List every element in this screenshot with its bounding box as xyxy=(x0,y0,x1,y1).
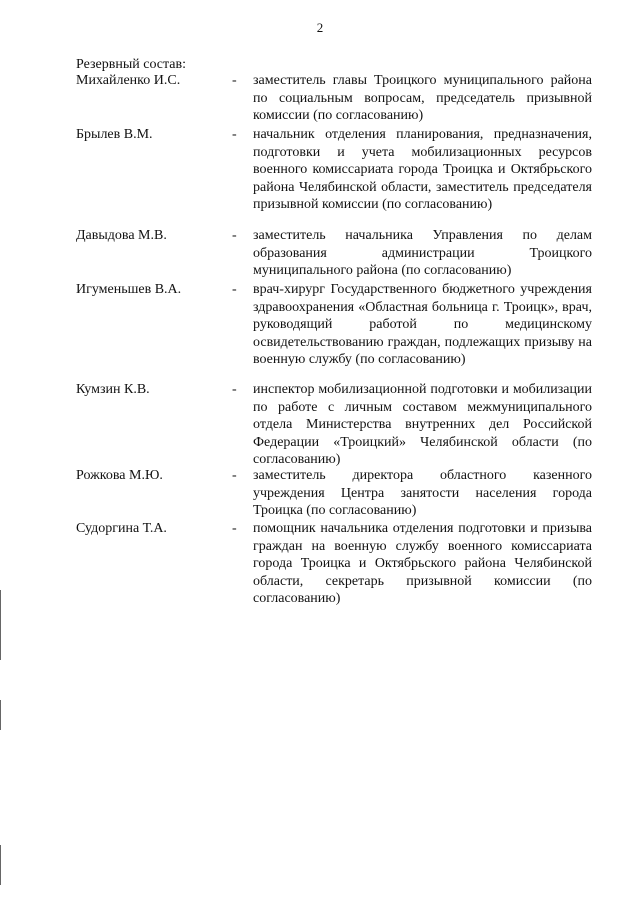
member-name: Брылев В.М. xyxy=(76,127,153,142)
member-name: Давыдова М.В. xyxy=(76,228,167,243)
member-role: инспектор мобилизационной подготовки и мобилизации по работе с личным составом межмуниципального отдела Министерства внутренних дел Российской Федерации «Троицкий» Челябинской области (по согласованию) xyxy=(253,382,592,468)
member-role: начальник отделения планирования, предназначения, подготовки и учета мобилизационных ресурсов военного комиссариата города Троицка и Октябрьского района Челябинской области, заместитель председателя призывной комиссии (по согласованию) xyxy=(253,127,592,213)
dash-separator: - xyxy=(232,73,237,88)
dash-separator: - xyxy=(232,282,237,297)
dash-separator: - xyxy=(232,521,237,536)
dash-separator: - xyxy=(232,468,237,483)
dash-separator: - xyxy=(232,382,237,397)
member-role: заместитель главы Троицкого муниципального района по социальным вопросам, председатель призывной комиссии (по согласованию) xyxy=(253,73,592,124)
dash-separator: - xyxy=(232,127,237,142)
member-role: заместитель директора областного казенного учреждения Центра занятости населения города Троицка (по согласованию) xyxy=(253,468,592,519)
member-name: Кумзин К.В. xyxy=(76,382,150,397)
member-role: помощник начальника отделения подготовки и призыва граждан на военную службу военного комиссариата города Троицка и Октябрьского района Челябинской области, секретарь призывной комиссии (по согласованию) xyxy=(253,521,592,607)
page-number: 2 xyxy=(316,20,324,35)
member-name: Михайленко И.С. xyxy=(76,73,181,88)
member-name: Судоргина Т.А. xyxy=(76,521,167,536)
scan-edge-mark xyxy=(0,590,1,660)
dash-separator: - xyxy=(232,228,237,243)
section-heading: Резервный состав: xyxy=(76,57,187,72)
member-name: Рожкова М.Ю. xyxy=(76,468,163,483)
member-name: Игуменьшев В.А. xyxy=(76,282,182,297)
member-role: заместитель начальника Управления по делам образования администрации Троицкого муниципального района (по согласованию) xyxy=(253,228,592,279)
scan-edge-mark xyxy=(0,845,1,885)
member-role: врач-хирург Государственного бюджетного учреждения здравоохранения «Областная больница г. Троицк», врач, руководящий работой по медицинскому освидетельствованию граждан, подлежащих призыву на военную службу (по согласованию) xyxy=(253,282,592,368)
scan-edge-mark xyxy=(0,700,1,730)
